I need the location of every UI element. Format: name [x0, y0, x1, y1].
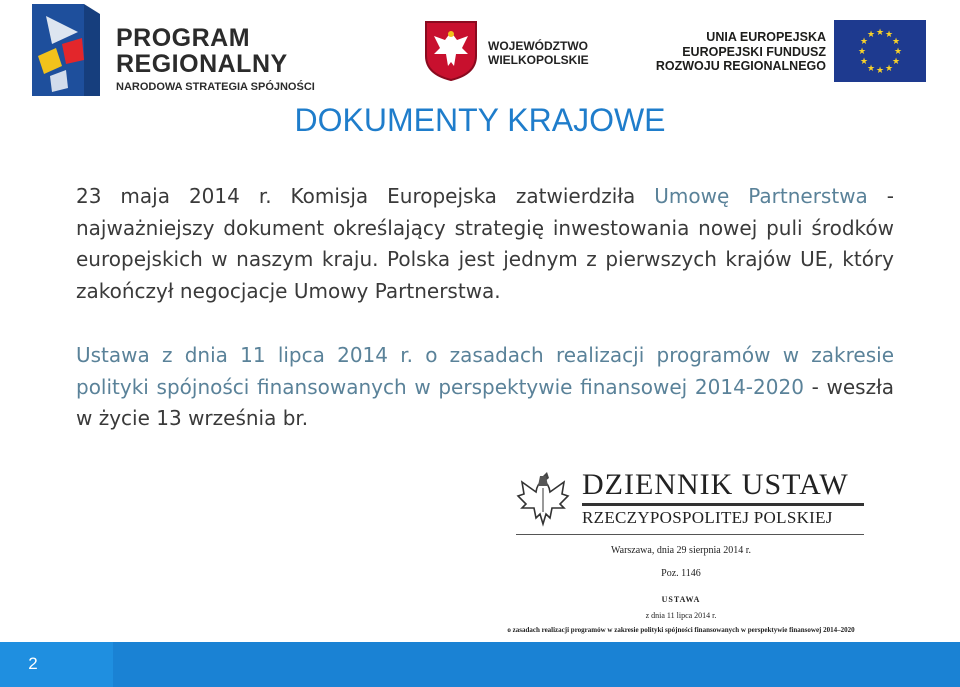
paragraph-umowa-partnerstwa	[76, 181, 894, 307]
svg-text:★: ★	[866, 30, 876, 40]
program-regionalny-emblem-icon	[32, 4, 100, 96]
svg-text:★: ★	[875, 28, 885, 38]
dziennik-title-rule	[582, 503, 864, 506]
dziennik-act-label: USTAWA	[661, 595, 701, 604]
umowa-partnerstwa-highlight: Umowę Partnerstwa	[654, 184, 868, 208]
paragraph2-text-end: - weszła w życie 13 września br.	[76, 374, 895, 430]
svg-text:★: ★	[884, 64, 894, 74]
dziennik-act-subject: o zasadach realizacji programów w zakresie polityki spójności finansowanych w perspektywie finansowej 2014–2020	[507, 626, 855, 634]
wielkopolskie-logo	[424, 20, 594, 82]
eu-logo-line1: UNIA EUROPEJSKA	[706, 30, 826, 44]
dziennik-position: Poz. 1146	[661, 568, 701, 579]
slide-header	[0, 0, 960, 100]
eu-logo-line2: EUROPEJSKI FUNDUSZ	[682, 45, 826, 59]
program-logo-line1: PROGRAM	[116, 24, 251, 52]
slide-footer-bar	[0, 642, 960, 687]
eu-logo-line3: ROZWOJU REGIONALNEGO	[655, 59, 826, 73]
polish-eagle-icon	[516, 468, 570, 530]
ustawa-highlight: Ustawa z dnia 11 lipca 2014 r. o zasadach realizacji programów w zakresie polityki spójności finansowanych w perspektywie finansowej 2014-2020	[76, 343, 894, 399]
svg-text:★: ★	[893, 47, 903, 57]
dziennik-act-date: z dnia 11 lipca 2014 r.	[645, 611, 717, 620]
paragraph-ustawa	[76, 340, 894, 435]
svg-text:★: ★	[859, 37, 869, 47]
program-logo-line3: NARODOWA STRATEGIA SPÓJNOŚCI	[116, 81, 315, 93]
svg-text:★: ★	[875, 66, 885, 76]
slide-title: DOKUMENTY KRAJOWE	[294, 102, 666, 138]
svg-text:★: ★	[884, 30, 894, 40]
eu-flag-icon	[834, 20, 926, 82]
dziennik-date: Warszawa, dnia 29 sierpnia 2014 r.	[611, 545, 751, 556]
svg-text:★: ★	[857, 47, 867, 57]
program-regionalny-logo	[32, 4, 332, 96]
region-logo-line1: WOJEWÓDZTWO	[488, 39, 588, 53]
svg-text:★: ★	[891, 37, 901, 47]
eagle-shield-icon	[424, 20, 478, 82]
program-logo-line2: REGIONALNY	[116, 50, 288, 78]
page-number: 2	[28, 654, 38, 673]
svg-text:★: ★	[859, 57, 869, 67]
eu-logo	[655, 20, 930, 82]
dziennik-ustaw-image	[486, 440, 876, 640]
dziennik-title: DZIENNIK USTAW	[582, 468, 849, 501]
region-logo-line2: WIELKOPOLSKIE	[488, 53, 589, 67]
dziennik-subtitle: RZECZYPOSPOLITEJ POLSKIEJ	[582, 508, 833, 527]
svg-text:★: ★	[866, 64, 876, 74]
dziennik-divider	[516, 534, 864, 535]
svg-text:★: ★	[891, 57, 901, 67]
paragraph1-text-start: 23 maja 2014 r. Komisja Europejska zatwierdziła	[76, 184, 655, 208]
paragraph1-text-end: - najważniejszy dokument określający strategię inwestowania nowej puli środków europejskich w naszym kraju. Polska jest jednym z pierwszych krajów UE, który zakończył negocjacje Umowy Partnerstwa.	[76, 184, 895, 303]
